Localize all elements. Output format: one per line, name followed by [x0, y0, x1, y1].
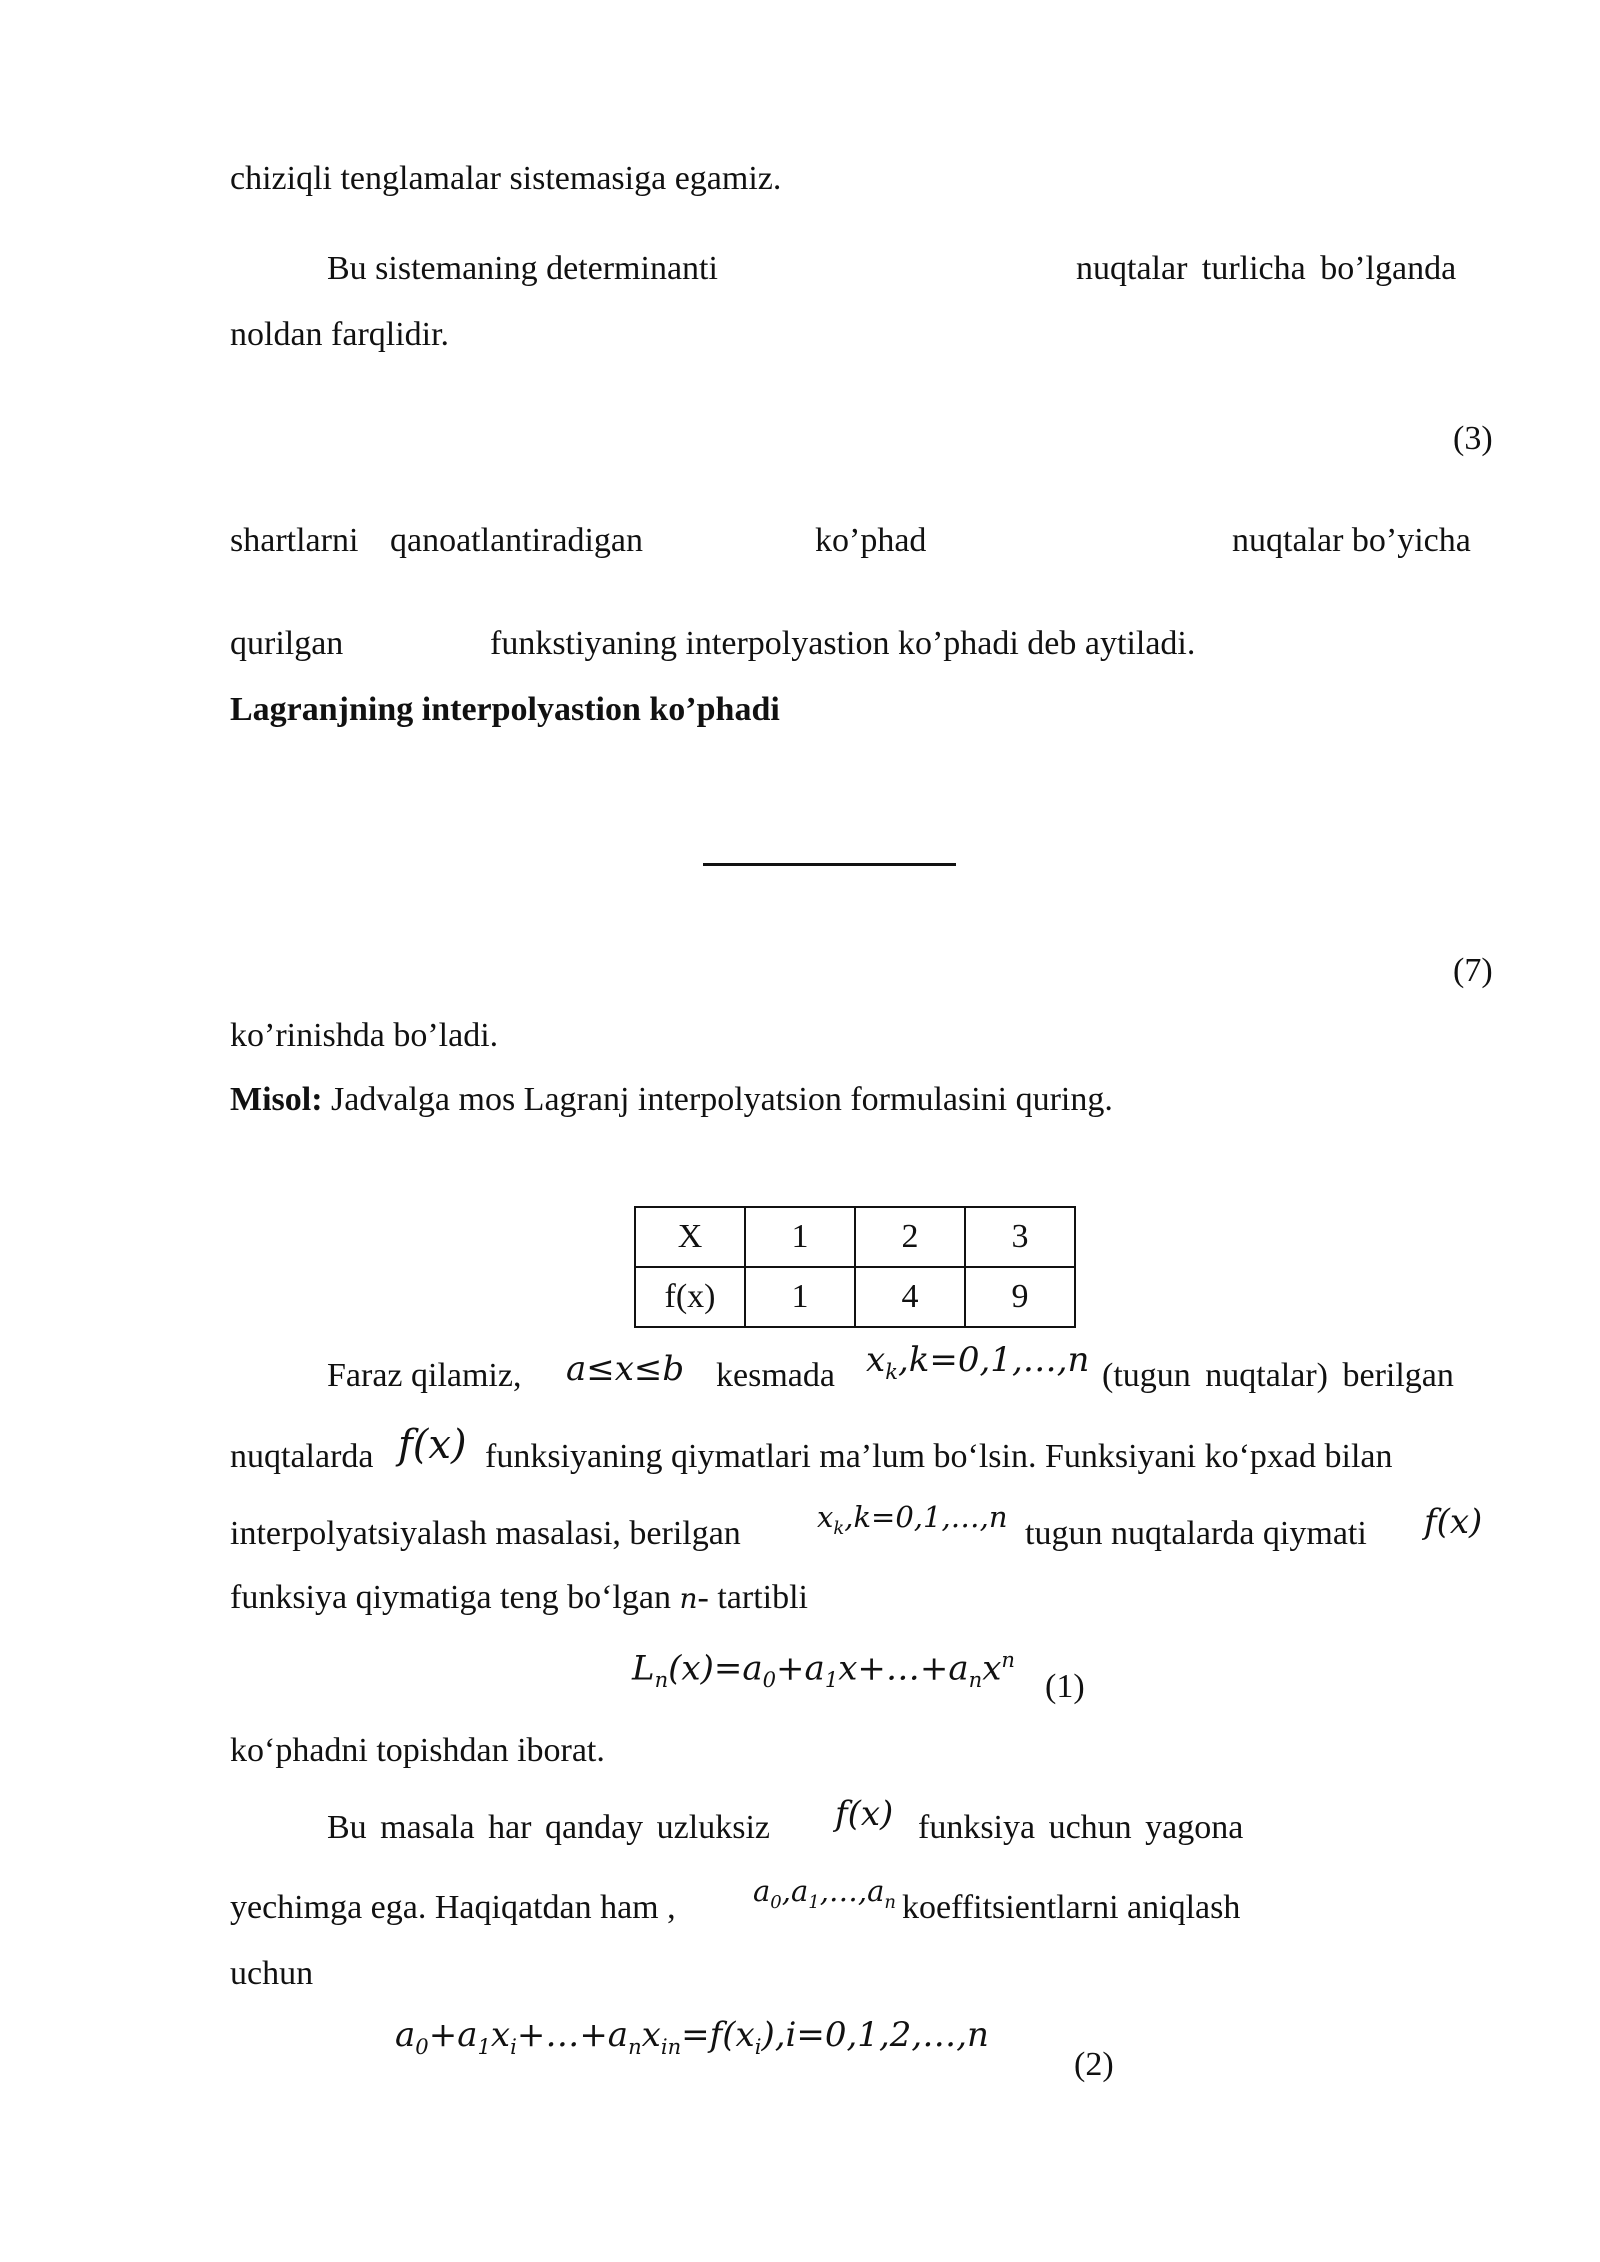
eq1-part: x	[982, 1648, 1002, 1689]
coef-part: a	[753, 1874, 771, 1908]
eq1-sup: n	[1001, 1647, 1015, 1672]
text-line-chiziqli: chiziqli tenglamalar sistemasiga egamiz.	[230, 160, 782, 197]
math-n: n	[679, 1582, 698, 1615]
table-cell: 1	[745, 1207, 855, 1267]
value-table	[634, 1206, 1076, 1328]
eq2-part: +a	[428, 2015, 478, 2055]
text-kophadni: ko‘phadni topishdan iborat.	[230, 1732, 605, 1769]
math-nodes-2	[817, 1500, 1008, 1539]
funk-text: funksiya qiymatiga teng bo‘lgan	[230, 1579, 671, 1616]
eq1-sub: 1	[824, 1667, 839, 1693]
coef-part: ,a	[781, 1874, 809, 1908]
text-funkstiyaning: funkstiyaning interpolyastion ko’phadi deb aytiladi.	[490, 625, 1196, 662]
equation-number-1: (1)	[1045, 1668, 1085, 1705]
text-yagona: funksiya uchun yagona	[918, 1809, 1244, 1846]
tartibli-text: - tartibli	[697, 1579, 808, 1616]
eq2-part: x	[490, 2015, 511, 2055]
text-nuqtalarda: nuqtalarda	[230, 1438, 374, 1475]
math-coeffs	[753, 1874, 896, 1913]
eq2-part: ),i=0,1,2,…,n	[761, 2015, 989, 2055]
text-nuqtalar-boyicha: nuqtalar bo’yicha	[1232, 522, 1471, 559]
math-fx: f(x)	[1424, 1502, 1483, 1542]
coef-sub: n	[884, 1891, 896, 1913]
math-interval: a≤x≤b	[566, 1349, 685, 1389]
text-uchun: uchun	[230, 1955, 314, 1992]
math-nodes	[866, 1340, 1090, 1384]
text-kesmada: kesmada	[716, 1357, 835, 1394]
math-fx: f(x)	[835, 1794, 894, 1834]
coef-part: ,…,a	[819, 1874, 885, 1908]
text-yechimga: yechimga ega. Haqiqatdan ham ,	[230, 1889, 676, 1926]
eq2-part: a	[395, 2015, 416, 2055]
math-k-range: ,k=0,1,…,n	[897, 1340, 1090, 1380]
equation-number-2: (2)	[1074, 2046, 1114, 2083]
text-shartlarni: shartlarni	[230, 522, 359, 559]
table-cell: 3	[965, 1207, 1075, 1267]
table-cell: 2	[855, 1207, 965, 1267]
misol-text: Jadvalga mos Lagranj interpolyatsion formulasini quring.	[322, 1081, 1113, 1118]
table-cell: 9	[965, 1267, 1075, 1327]
eq1-part: +a	[776, 1648, 825, 1689]
eq2-sub: n	[628, 2033, 642, 2059]
table-cell: 4	[855, 1267, 965, 1327]
eq2-part: =f(x	[681, 2015, 755, 2055]
eq1-sub: n	[654, 1667, 669, 1693]
eq2-sub: n	[667, 2033, 682, 2059]
math-sub-k: k	[885, 1358, 898, 1384]
eq1-sub: 0	[762, 1667, 777, 1693]
text-funksiya-qiymatiga	[230, 1581, 808, 1615]
eq1-L: L	[632, 1648, 655, 1689]
coef-sub: 1	[808, 1891, 820, 1913]
text-interpolyatsiyalash: interpolyatsiyalash masalasi, berilgan	[230, 1515, 741, 1552]
eq2-sub: i	[510, 2033, 517, 2059]
text-funksiyaning: funksiyaning qiymatlari ma’lum bo‘lsin. Funksiyani ko‘pxad bilan	[485, 1438, 1393, 1475]
table-cell: f(x)	[635, 1267, 745, 1327]
text-tugun-qiymati: tugun nuqtalarda qiymati	[1025, 1515, 1367, 1552]
table-cell: X	[635, 1207, 745, 1267]
eq2-sub: i	[754, 2033, 762, 2059]
eq1-sub: n	[968, 1667, 983, 1693]
math-x: x	[817, 1500, 834, 1534]
text-bu-masala: Bu masala har qanday uzluksiz	[327, 1809, 770, 1846]
text-koeffitsientlarni: koeffitsientlarni aniqlash	[902, 1889, 1241, 1926]
coef-sub: 0	[770, 1891, 782, 1913]
text-qurilgan: qurilgan	[230, 625, 344, 662]
text-qanoatlantiradigan: qanoatlantiradigan	[390, 522, 644, 559]
equation-number-7: (7)	[1453, 952, 1493, 989]
text-tugun-berilgan: (tugun nuqtalar) berilgan	[1102, 1357, 1454, 1394]
equation-2	[395, 2015, 989, 2059]
text-determinant-a: Bu sistemaning determinanti	[327, 250, 718, 287]
text-determinant-b: nuqtalar turlicha bo’lganda	[1076, 250, 1457, 287]
math-fx: f(x)	[398, 1422, 467, 1468]
math-x: x	[866, 1340, 886, 1380]
text-misol	[230, 1083, 1113, 1117]
text-faraz-a: Faraz qilamiz,	[327, 1357, 522, 1394]
eq2-sub: 0	[415, 2033, 429, 2059]
fraction-bar	[703, 863, 956, 866]
eq2-part: +…+a	[516, 2015, 629, 2055]
equation-1	[632, 1647, 1015, 1693]
math-k-range: ,k=0,1,…,n	[844, 1500, 1008, 1534]
table-row	[635, 1267, 1075, 1327]
text-line-noldan: noldan farqlidir.	[230, 316, 450, 353]
eq1-part: (x)=a	[668, 1648, 763, 1689]
text-korinishda: ko’rinishda bo’ladi.	[230, 1017, 499, 1054]
misol-label: Misol:	[230, 1081, 323, 1118]
math-sub-k: k	[833, 1517, 845, 1539]
table-cell: 1	[745, 1267, 855, 1327]
section-heading: Lagranjning interpolyastion ko’phadi	[230, 691, 780, 728]
eq2-part: x	[641, 2015, 661, 2055]
equation-number-3: (3)	[1453, 420, 1493, 457]
text-kophad: ko’phad	[815, 522, 927, 559]
eq1-part: x+…+a	[838, 1648, 969, 1689]
table-row	[635, 1207, 1075, 1267]
eq2-sub: i	[660, 2033, 668, 2059]
eq2-sub: 1	[477, 2033, 491, 2059]
